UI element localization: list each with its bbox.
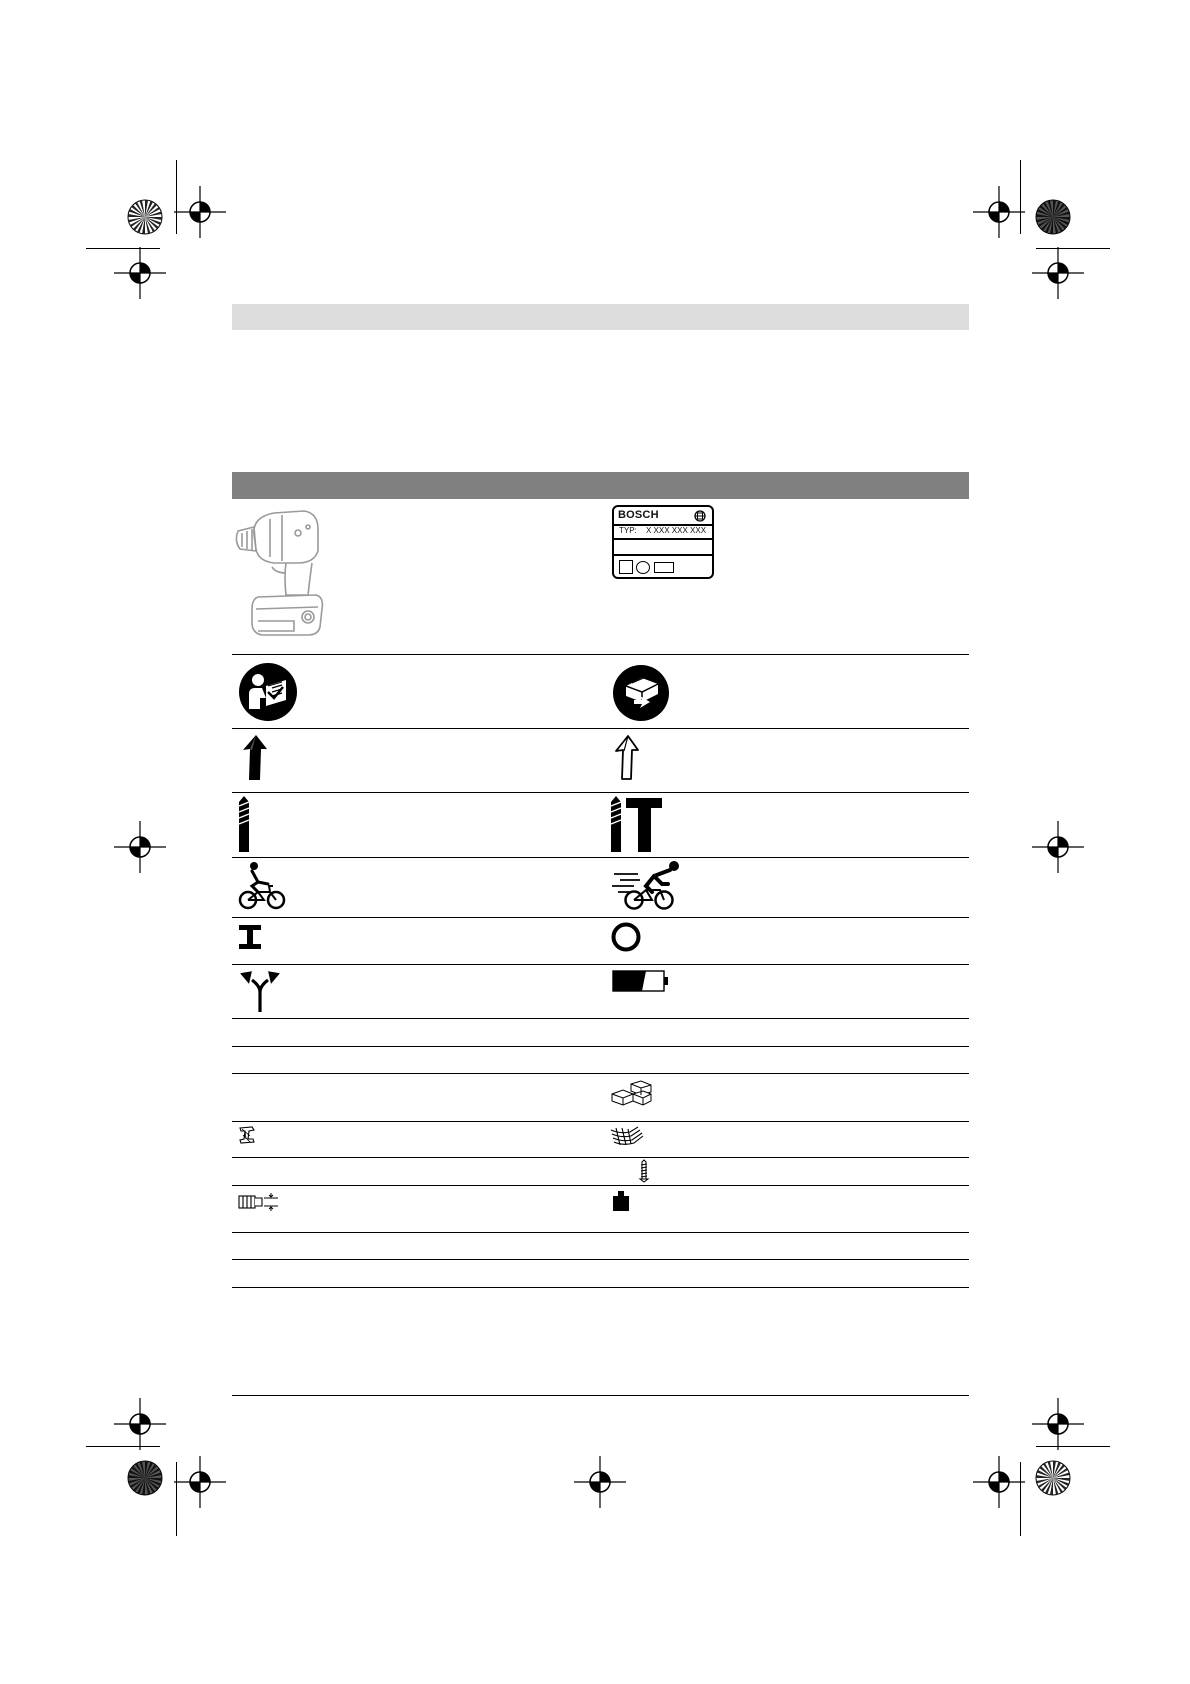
cordless-drill-image — [234, 505, 326, 637]
registration-mark-icon — [574, 1456, 626, 1508]
weight-icon — [612, 1190, 630, 1212]
steel-beam-icon — [238, 1126, 256, 1144]
registration-mark-icon — [973, 1456, 1025, 1508]
registration-mark-icon — [1032, 821, 1084, 873]
registration-mark-icon — [1032, 247, 1084, 299]
chuck-clamping-range-icon — [238, 1192, 280, 1212]
color-star-target-icon — [127, 1460, 163, 1496]
arrow-up-outline-icon — [612, 734, 640, 782]
wood-grain-icon — [610, 1126, 644, 1146]
registration-mark-icon — [114, 247, 166, 299]
screw-icon — [638, 1159, 650, 1183]
gear-one-icon — [238, 924, 262, 950]
nameplate-square-mark — [619, 560, 633, 574]
registration-mark-icon — [1032, 1398, 1084, 1450]
nameplate-brand: BOSCH — [618, 509, 659, 521]
registration-mark-icon — [174, 186, 226, 238]
gear-two-icon — [611, 922, 641, 952]
nameplate-rect-mark — [654, 562, 674, 573]
color-star-target-icon — [1035, 1460, 1071, 1496]
registration-mark-icon — [973, 186, 1025, 238]
registration-mark-icon — [114, 821, 166, 873]
footer-rule — [232, 1395, 969, 1396]
cyclist-fast-icon — [610, 860, 682, 910]
color-star-target-icon — [127, 199, 163, 235]
registration-mark-icon — [114, 1398, 166, 1450]
recycling-symbol-icon — [694, 510, 706, 522]
nameplate-type-number: X XXX XXX XXX — [646, 526, 707, 535]
battery-pack-icon — [612, 664, 670, 722]
fork-arrows-icon — [238, 968, 282, 1012]
arrow-up-filled-icon — [240, 734, 268, 782]
read-manual-icon — [238, 662, 298, 722]
nameplate-type-label: TYP: — [619, 526, 637, 535]
nameplate-circle-mark — [636, 561, 650, 574]
battery-level-icon — [612, 970, 670, 992]
section-header-bar — [232, 472, 969, 499]
registration-mark-icon — [174, 1456, 226, 1508]
masonry-bricks-icon — [611, 1080, 653, 1106]
nameplate — [612, 505, 714, 579]
cyclist-slow-icon — [238, 862, 288, 910]
color-star-target-icon — [1035, 199, 1071, 235]
drill-bit-icon — [238, 796, 250, 852]
drill-bit-hammer-icon — [610, 796, 666, 852]
header-bar — [232, 304, 969, 330]
